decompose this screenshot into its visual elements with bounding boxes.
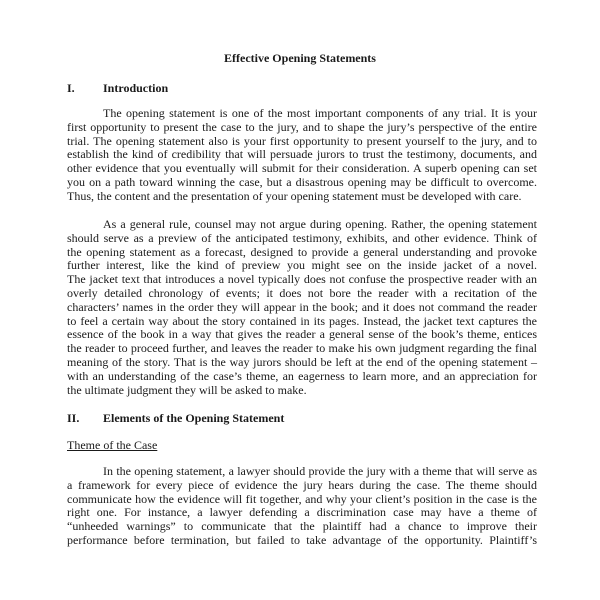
- text-line: meaning of the story. That is the way jurors should be left at the end of the opening statement –: [67, 354, 537, 369]
- text-line: a framework for every piece of evidence the jury hears during the case. The theme should: [67, 477, 537, 492]
- text-line: the reader to proceed further, and leaves the reader to make his own judgment regarding the final: [67, 341, 537, 356]
- text-line: essence of the book in a way that gives the reader a general sense of the book’s theme, entices: [67, 327, 537, 342]
- paragraph-theme-1: [67, 465, 537, 548]
- section-title: Elements of the Opening Statement: [103, 411, 285, 425]
- text-line: should serve as a preview of the anticipated testimony, exhibits, and other evidence. Think of: [67, 230, 537, 245]
- text-line: Thus, the content and the presentation of your opening statement must be developed with care.: [67, 188, 522, 203]
- text-line: further interest, like the kind of preview you might see on the inside jacket of a novel.: [67, 258, 537, 273]
- text-line: first opportunity to present the case to the jury, and to shape the jury’s perspective of the entire: [67, 119, 537, 134]
- document-title: Effective Opening Statements: [224, 51, 376, 65]
- text-line: other evidence that you eventually will submit for their consideration. A superb opening can set: [67, 161, 537, 176]
- text-line: The jacket text that introduces a novel typically does not confuse the prospective reader with an: [67, 272, 537, 287]
- text-line: In the opening statement, a lawyer should provide the jury with a theme that will serve as: [103, 464, 537, 478]
- text-line: As a general rule, counsel may not argue during opening. Rather, the opening statement: [103, 217, 537, 231]
- text-line: trial. The opening statement also is your first opportunity to present yourself to the jury, and to: [67, 133, 537, 148]
- text-line: you on a path toward winning the case, but a disastrous opening may be difficult to overcome.: [67, 174, 537, 189]
- section-number: I.: [67, 81, 75, 95]
- text-line: communicate how the evidence will fit together, and why your client’s position in the case is the: [67, 491, 537, 506]
- paragraph-intro-1: [67, 107, 537, 204]
- text-line: establish the kind of credibility that will persuade jurors to trust the testimony, documents, and: [67, 147, 537, 162]
- section-heading-introduction: [67, 80, 168, 96]
- subheading-theme-of-the-case: Theme of the Case: [67, 438, 158, 452]
- section-title: Introduction: [103, 81, 169, 95]
- text-line: performance before termination, but failed to take advantage of the opportunity. Plaintiff’s: [67, 532, 537, 547]
- paragraph-intro-2: [67, 218, 537, 397]
- text-line: “unheeded warnings” to communicate that the plaintiff had a chance to improve their: [67, 519, 537, 534]
- text-line: the opening statement as a forecast, designed to provide a general understanding and provoke: [67, 244, 537, 259]
- text-line: The opening statement is one of the most important components of any trial. It is your: [103, 106, 537, 120]
- text-line: characters’ names in the order they will appear in the book; and it does not command the reader: [67, 299, 537, 314]
- section-heading-elements: [67, 410, 284, 426]
- text-line: the ultimate judgment they will be asked to make.: [67, 382, 307, 397]
- text-line: right one. For instance, a lawyer defending a discrimination case may have a theme of: [67, 505, 537, 520]
- text-line: to feel a certain way about the story contained in its pages. Instead, the jacket text captures the: [67, 313, 537, 328]
- text-line: overly detailed chronology of events; it does not bore the reader with a recitation of the: [67, 285, 537, 300]
- section-number: II.: [67, 411, 80, 425]
- text-line: with an understanding of the case’s theme, an eagerness to learn more, and an appreciation for: [67, 368, 537, 383]
